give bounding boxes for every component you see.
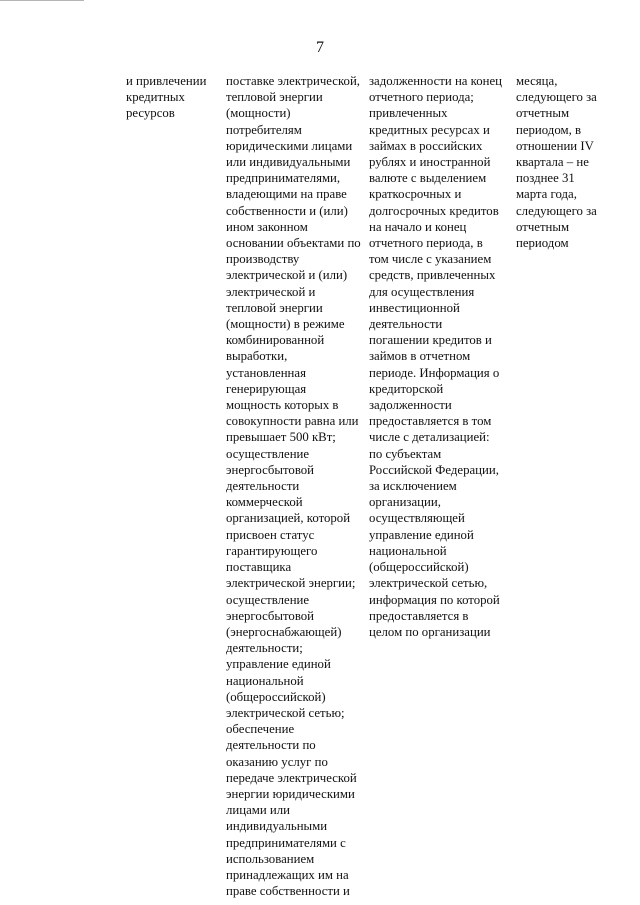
table-cell-column-1: и привлечении кредитных ресурсов <box>126 74 207 121</box>
table-cell-column-2: поставке электрической, тепловой энергии (мощности) потребителям юридическими лицами или индивидуальными предпринимателями, владеющими на праве собственности и (или) ином законном основании объектами по производству электрической и (или) электрической и тепловой энергии (мощности) в режиме комбинированной выработки, установленная генерирующая мощность которых в совокупности равна или превышает 500 кВт; осуществление энергосбытовой деятельности коммерческой организацией, которой присвоен статус гарантирующего поставщика электрической энергии; осуществление энергосбытовой (энергоснабжающей) деятельности; управление единой национальной (общероссийской) электрической сетью; обеспечение деятельности по оказанию услуг по передаче электрической энергии юридическими лицами или индивидуальными предпринимателями с использованием принадлежащих им на праве собственности и <box>226 74 361 899</box>
table-cell-column-4: месяца, следующего за отчетным периодом, в отношении IV квартала – не позднее 31 марта года, следующего за отчетным периодом <box>516 74 597 251</box>
page-number: 7 <box>316 39 324 56</box>
table-cell-column-3: задолженности на конец отчетного периода; привлеченных кредитных ресурсах и займах в российских рублях и иностранной валюте с выделением краткосрочных и долгосрочных кредитов на начало и конец отчетного периода, в том числе с указанием средств, привлеченных для осуществления инвестиционной деятельности погашении кредитов и займов в отчетном периоде. Информация о кредиторской задолженности предоставляется в том числе с детализацией: по субъектам Российской Федерации, за исключением организации, осуществляющей управление единой национальной (общероссийской) электрической сетью, информация по которой предоставляется в целом по организации <box>369 74 503 639</box>
top-rule <box>0 0 84 1</box>
